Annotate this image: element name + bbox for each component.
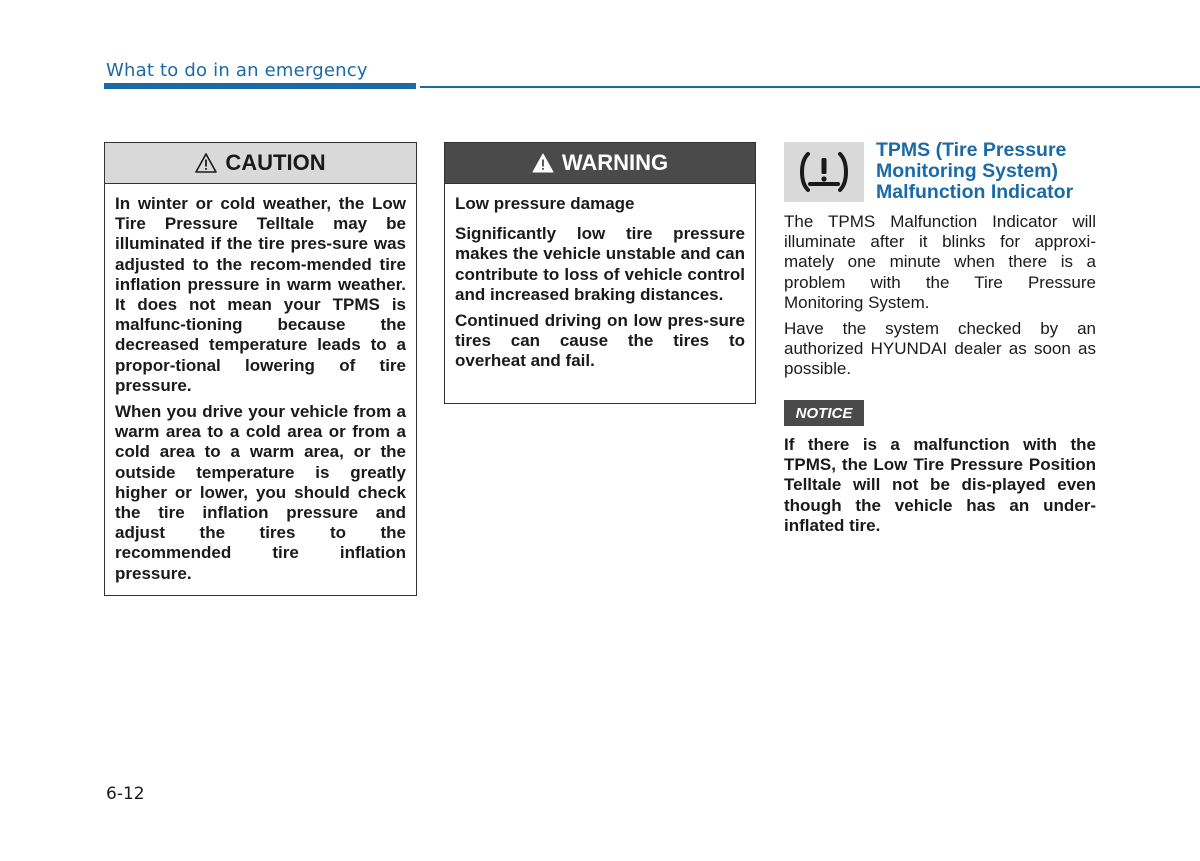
warning-box [444, 142, 756, 404]
tpms-description [784, 212, 1096, 386]
caution-paragraph-2: When you drive your vehicle from a warm area to a cold area or from a cold area to a warm area, or the outside temperature is greatly higher or lower, you should check the tire inflation pressure and adjust the tires to the recommended tire inflation pressure. [115, 402, 406, 583]
caution-heading-label: CAUTION [225, 150, 326, 175]
notice-text: If there is a malfunction with the TPMS, the Low Tire Pressure Position Telltale will not be dis-played even though the vehicle has an under-inflated tire. [784, 435, 1096, 535]
warning-paragraph-2: Continued driving on low pres-sure tires can cause the tires to overheat and fail. [455, 311, 745, 371]
warning-subheading: Low pressure damage [455, 194, 635, 213]
tpms-paragraph-2: Have the system checked by an authorized HYUNDAI dealer as soon as possible. [784, 319, 1096, 379]
page-number: 6-12 [106, 784, 145, 804]
warning-heading-label: WARNING [561, 150, 669, 175]
caution-paragraph-1: In winter or cold weather, the Low Tire Pressure Telltale may be illuminated if the tire pres-sure was adjusted to the recom-mended tire inflation pressure in warm weather. It does not mean your TPMS is malfunc-tioning because the decreased temperature leads to a propor-tional lowering of tire pressure. [115, 194, 406, 395]
tpms-paragraph-1: The TPMS Malfunction Indicator will illuminate after it blinks for approxi-mately one minute when there is a problem with the Tire Pressure Monitoring System. [784, 212, 1096, 312]
tpms-malfunction-icon [784, 142, 864, 202]
section-title: What to do in an emergency [106, 60, 368, 81]
caution-body [105, 184, 416, 584]
tpms-title: TPMS (Tire Pressure Monitoring System) Malfunction Indicator [876, 139, 1074, 203]
warning-body [445, 184, 755, 372]
warning-triangle-outline-icon [195, 153, 217, 173]
warning-triangle-filled-icon [532, 153, 554, 173]
notice-badge: NOTICE [784, 400, 864, 426]
caution-heading [105, 143, 416, 184]
warning-heading [445, 143, 755, 184]
caution-box [104, 142, 417, 596]
warning-paragraph-1: Significantly low tire pressure makes the vehicle unstable and can contribute to loss of vehicle control and increased braking distances. [455, 224, 745, 304]
header-rule-thick [104, 83, 416, 89]
header-rule-thin [420, 86, 1200, 88]
